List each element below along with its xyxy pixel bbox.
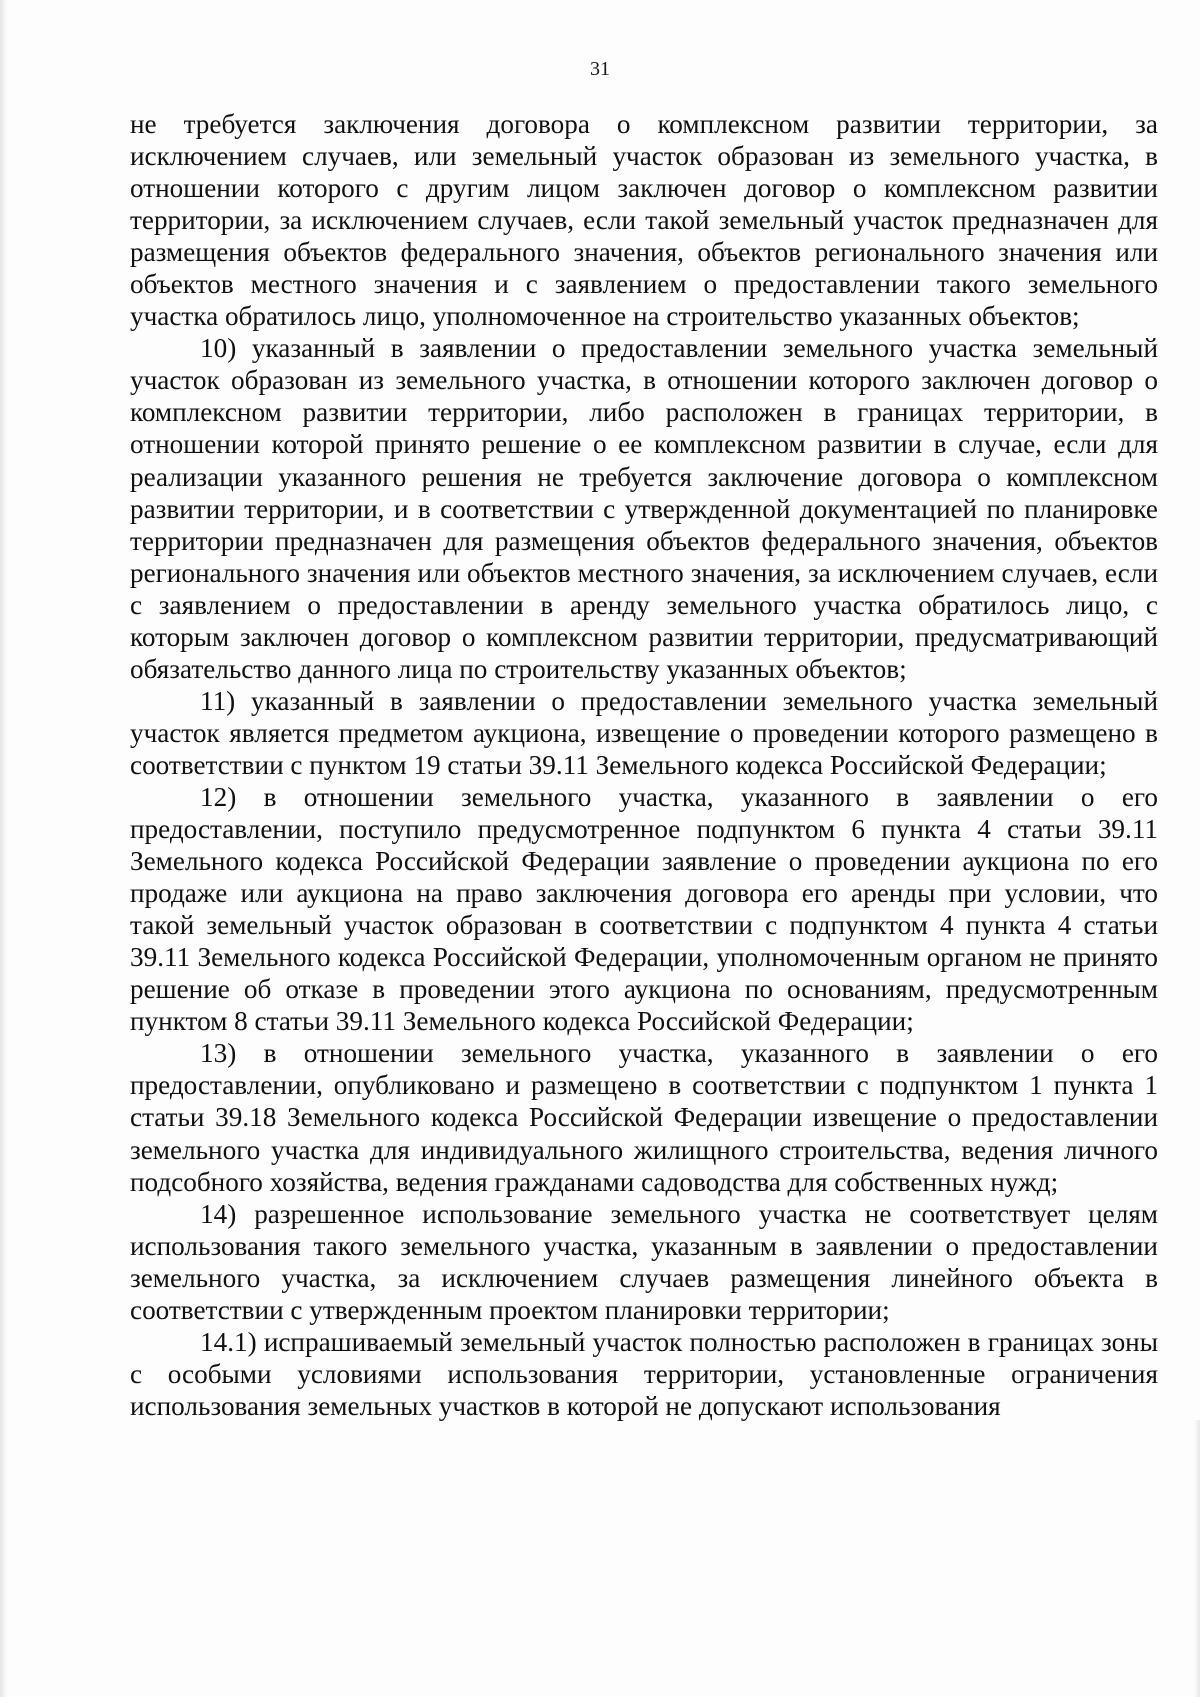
scan-edge-right (1194, 1420, 1200, 1697)
paragraph-continuation: не требуется заключения договора о комплексном развитии территории, за исключением случаев, или земельный участок образован из земельного участка, в отношении которого с другим лицом заключен договор о комплексном развитии территории, за исключением случаев, если такой земельный участок предназначен для размещения объектов федерального значения, объектов регионального значения или объектов местного значения и с заявлением о предоставлении такого земельного участка обратилось лицо, уполномоченное на строительство указанных объектов; (130, 109, 1158, 332)
page-number: 31 (590, 58, 610, 80)
paragraph-item-11: 11) указанный в заявлении о предоставлении земельного участка земельный участок является предметом аукциона, извещение о проведении которого размещено в соответствии с пунктом 19 статьи 39.11 Земельного кодекса Российской Федерации; (130, 685, 1158, 780)
scan-edge-left (0, 0, 8, 1697)
paragraph-item-14: 14) разрешенное использование земельного участка не соответствует целям использования такого земельного участка, указанным в заявлении о предоставлении земельного участка, за исключением случаев размещения линейного объекта в соответствии с утвержденным проектом планировки территории; (130, 1198, 1158, 1325)
paragraph-item-14-1: 14.1) испрашиваемый земельный участок полностью расположен в границах зоны с особыми условиями использования территории, установленные ограничения использования земельных участков в которой не допускают использования (130, 1326, 1158, 1421)
paragraph-item-10: 10) указанный в заявлении о предоставлении земельного участка земельный участок образован из земельного участка, в отношении которого заключен договор о комплексном развитии территории, либо расположен в границах территории, в отношении которой принято решение о ее комплексном развитии в случае, если для реализации указанного решения не требуется заключение договора о комплексном развитии территории, и в соответствии с утвержденной документацией по планировке территории предназначен для размещения объектов федерального значения, объектов регионального значения или объектов местного значения, за исключением случаев, если с заявлением о предоставлении в аренду земельного участка обратилось лицо, с которым заключен договор о комплексном развитии территории, предусматривающий обязательство данного лица по строительству указанных объектов; (130, 333, 1158, 684)
paragraph-item-12: 12) в отношении земельного участка, указанного в заявлении о его предоставлении, поступило предусмотренное подпунктом 6 пункта 4 статьи 39.11 Земельного кодекса Российской Федерации заявление о проведении аукциона по его продаже или аукциона на право заключения договора его аренды при условии, что такой земельный участок образован в соответствии с подпунктом 4 пункта 4 статьи 39.11 Земельного кодекса Российской Федерации, уполномоченным органом не принято решение об отказе в проведении этого аукциона по основаниям, предусмотренным пунктом 8 статьи 39.11 Земельного кодекса Российской Федерации; (130, 781, 1158, 1037)
document-body (130, 108, 1158, 1422)
paragraph-item-13: 13) в отношении земельного участка, указанного в заявлении о его предоставлении, опубликовано и размещено в соответствии с подпунктом 1 пункта 1 статьи 39.18 Земельного кодекса Российской Федерации извещение о предоставлении земельного участка для индивидуального жилищного строительства, ведения личного подсобного хозяйства, ведения гражданами садоводства для собственных нужд; (130, 1038, 1158, 1197)
